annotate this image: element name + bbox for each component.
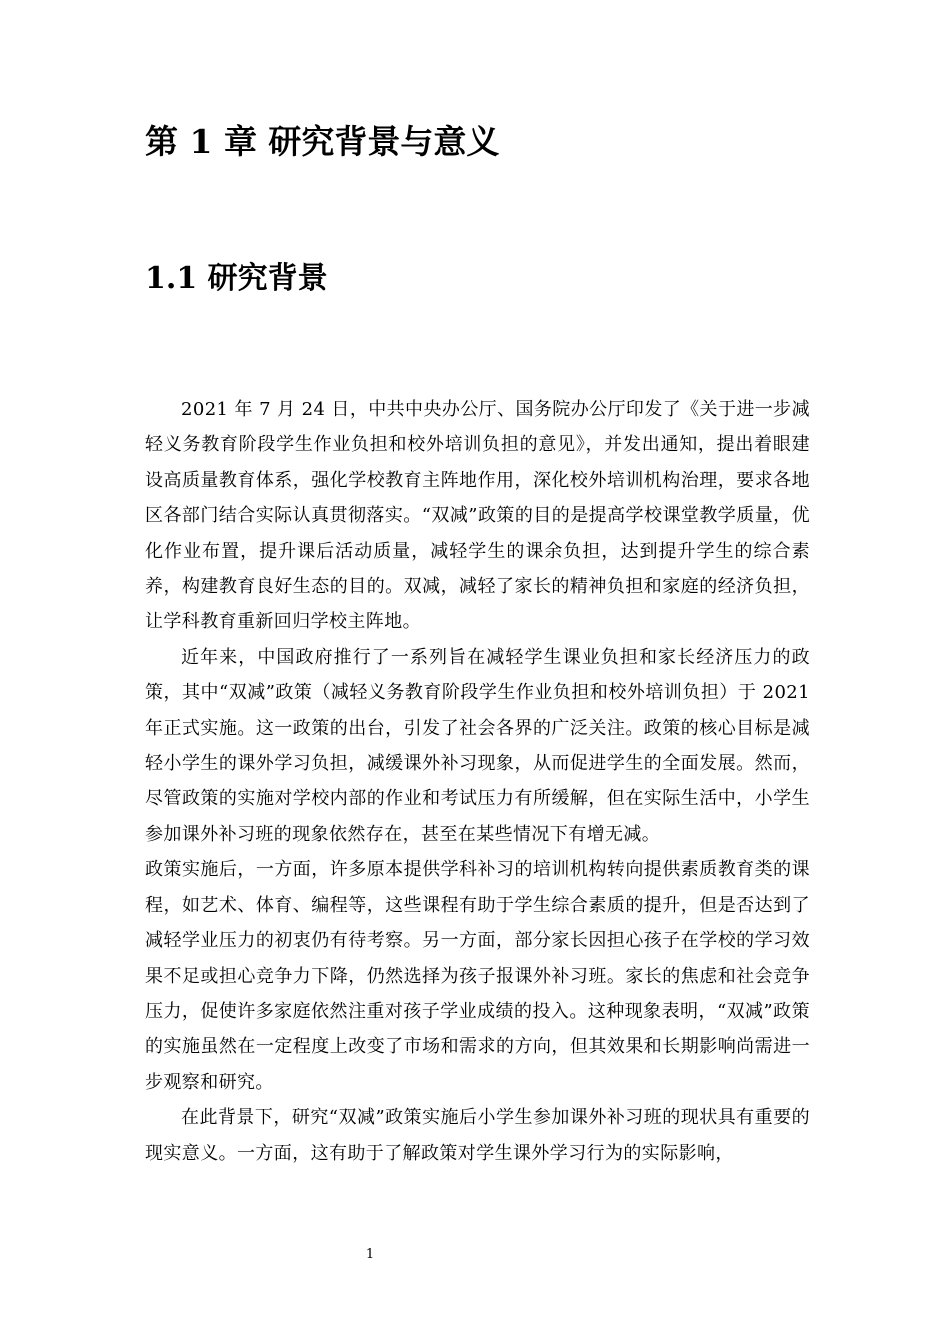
chapter-title: 第 1 章 研究背景与意义 xyxy=(145,122,500,161)
paragraph-3: 政策实施后，一方面，许多原本提供学科补习的培训机构转向提供素质教育类的课程，如艺术、体育、编程等，这些课程有助于学生综合素质的提升，但是否达到了减轻学业压力的初衷仍有待考察。另一方面，部分家长因担心孩子在学校的学习效果不足或担心竞争力下降，仍然选择为孩子报课外补习班。家长的焦虑和社会竞争压力，促使许多家庭依然注重对孩子学业成绩的投入。这种现象表明，“双减”政策的实施虽然在一定程度上改变了市场和需求的方向，但其效果和长期影响尚需进一步观察和研究。 xyxy=(145,859,810,1093)
paragraph-2: 近年来，中国政府推行了一系列旨在减轻学生课业负担和家长经济压力的政策，其中“双减”政策（减轻义务教育阶段学生作业负担和校外培训负担）于 2021 年正式实施。这一政策的出台，引发了社会各界的广泛关注。政策的核心目标是减轻小学生的课外学习负担，减缓课外补习现象，从而促进学生的全面发展。然而，尽管政策的实施对学校内部的作业和考试压力有所缓解，但在实际生活中，小学生参加课外补习班的现象依然存在，甚至在某些情况下有增无减。 xyxy=(145,646,810,845)
paragraph-1: 2021 年 7 月 24 日，中共中央办公厅、国务院办公厅印发了《关于进一步减轻义务教育阶段学生作业负担和校外培训负担的意见》，并发出通知，提出着眼建设高质量教育体系，强化学校教育主阵地作用，深化校外培训机构治理，要求各地区各部门结合实际认真贯彻落实。“双减”政策的目的是提高学校课堂教学质量，优化作业布置，提升课后活动质量，减轻学生的课余负担，达到提升学生的综合素养，构建教育良好生态的目的。双减，减轻了家长的精神负担和家庭的经济负担，让学科教育重新回归学校主阵地。 xyxy=(145,399,810,633)
paragraph-4: 在此背景下，研究“双减”政策实施后小学生参加课外补习班的现状具有重要的现实意义。一方面，这有助于了解政策对学生课外学习行为的实际影响， xyxy=(145,1107,810,1164)
section-title: 1.1 研究背景 xyxy=(145,261,328,296)
body-text xyxy=(145,392,810,1171)
page-number: 1 xyxy=(365,1247,375,1262)
